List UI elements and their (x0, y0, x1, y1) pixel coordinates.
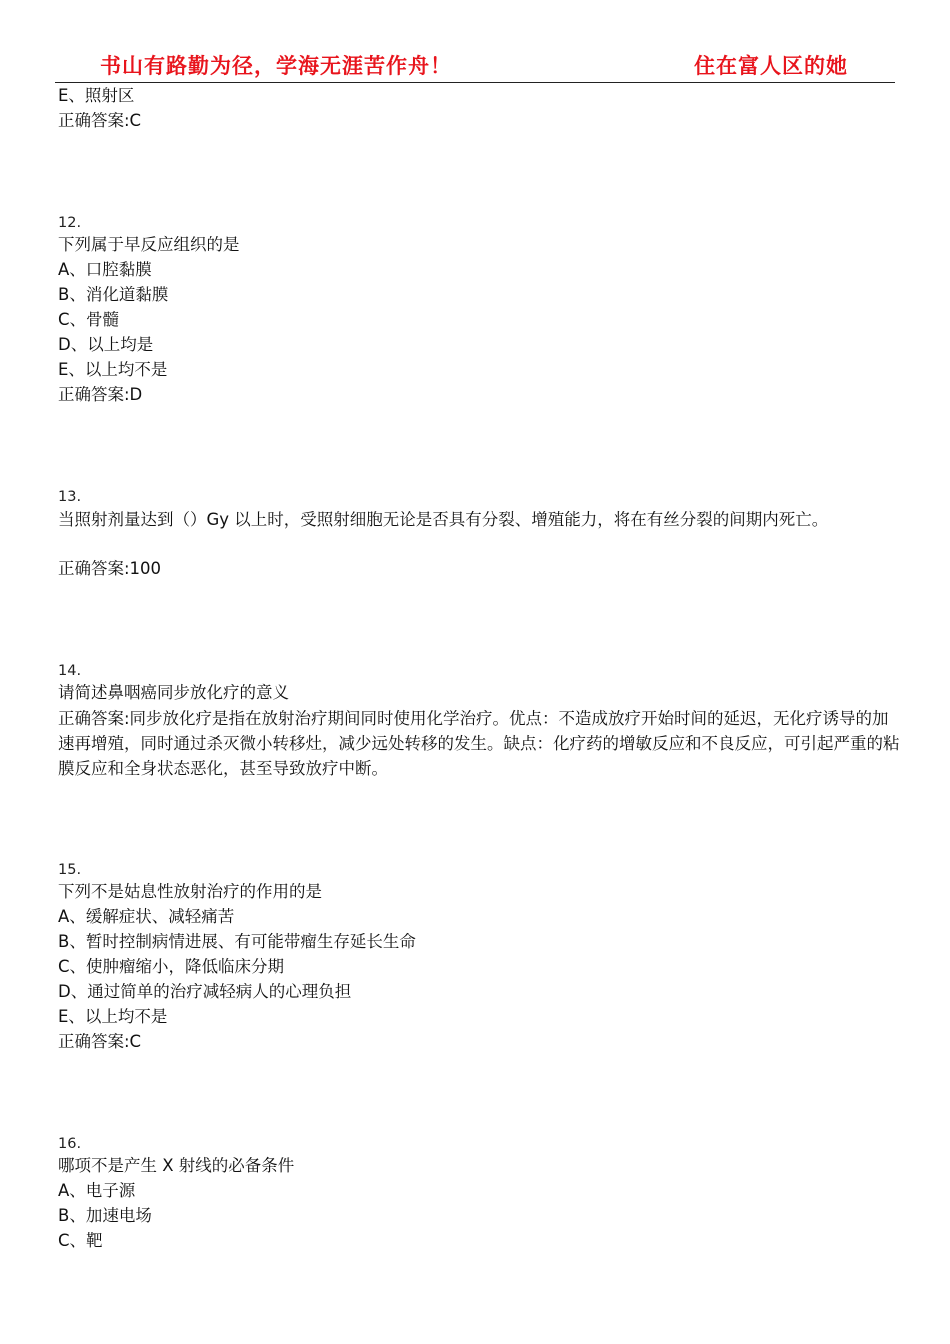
question-12-number: 12. (58, 215, 82, 231)
question-12-option-b: B、消化道黏膜 (58, 285, 169, 304)
question-13-answer: 正确答案:100 (58, 559, 162, 578)
question-13-stem: 当照射剂量达到（）Gy 以上时，受照射细胞无论是否具有分裂、增殖能力，将在有丝分裂的间期内死亡。 (58, 510, 829, 529)
question-14-answer: 正确答案:同步放化疗是指在放射治疗期间同时使用化学治疗。优点：不造成放疗开始时间的延迟，无化疗诱导的加速再增殖，同时通过杀灭微小转移灶，减少远处转移的发生。缺点：化疗药的增敏反应和不良反应，可引起严重的粘膜反应和全身状态恶化，甚至导致放疗中断。 (58, 709, 900, 778)
question-12-option-a: A、口腔黏膜 (58, 260, 152, 279)
prev-answer: 正确答案:C (58, 111, 142, 130)
question-16-option-c: C、靶 (58, 1231, 103, 1250)
question-16-number: 16. (58, 1136, 82, 1152)
question-14-number: 14. (58, 663, 82, 679)
header-motto: 书山有路勤为径，学海无涯苦作舟！ (100, 53, 452, 78)
question-12-option-e: E、以上均不是 (58, 360, 168, 379)
question-15-stem: 下列不是姑息性放射治疗的作用的是 (58, 882, 322, 901)
question-12-answer: 正确答案:D (58, 385, 143, 404)
question-16-option-b: B、加速电场 (58, 1206, 152, 1225)
question-15-option-c: C、使肿瘤缩小，降低临床分期 (58, 957, 285, 976)
question-14-stem: 请简述鼻咽癌同步放化疗的意义 (58, 683, 289, 702)
question-12-stem: 下列属于早反应组织的是 (58, 235, 240, 254)
question-12-option-d: D、以上均是 (58, 335, 154, 354)
question-15-option-d: D、通过简单的治疗减轻病人的心理负担 (58, 982, 352, 1001)
header-author: 住在富人区的她 (694, 53, 848, 78)
question-15-option-b: B、暂时控制病情进展、有可能带瘤生存延长生命 (58, 932, 416, 951)
question-15-answer: 正确答案:C (58, 1032, 142, 1051)
question-16-option-a: A、电子源 (58, 1181, 136, 1200)
question-15-option-e: E、以上均不是 (58, 1007, 168, 1026)
header-divider (55, 82, 895, 83)
question-13-number: 13. (58, 489, 82, 505)
question-15-option-a: A、缓解症状、减轻痛苦 (58, 907, 235, 926)
question-15-number: 15. (58, 862, 82, 878)
page-header (0, 0, 950, 86)
question-16-stem: 哪项不是产生 X 射线的必备条件 (58, 1156, 295, 1175)
question-12-option-c: C、骨髓 (58, 310, 120, 329)
prev-option-e: E、照射区 (58, 86, 135, 105)
